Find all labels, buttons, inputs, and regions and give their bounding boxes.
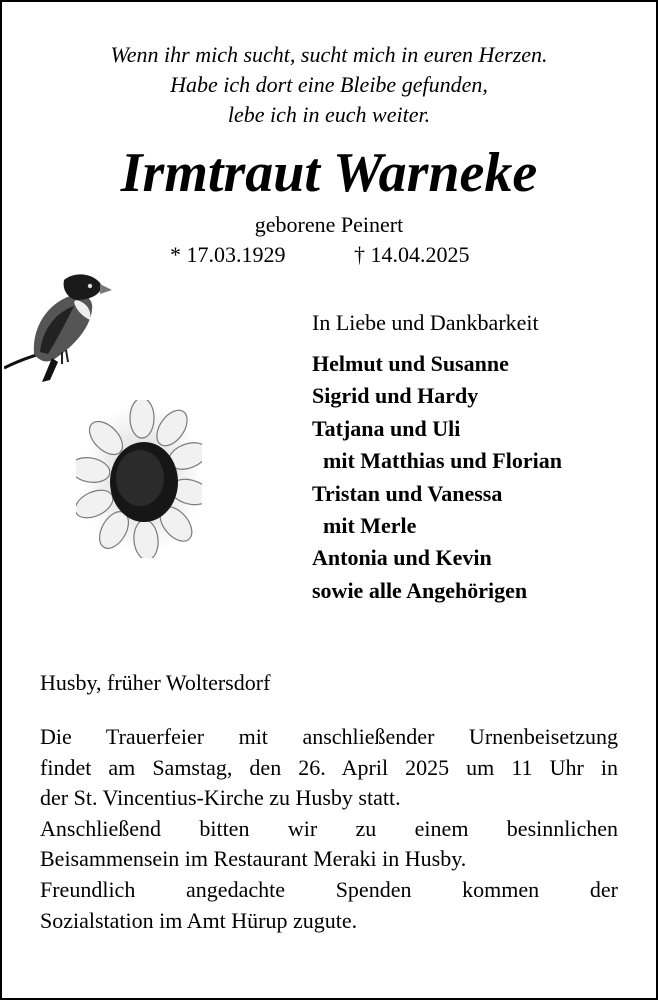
family-member: mit Matthias und Florian bbox=[312, 448, 562, 474]
thanks-line: In Liebe und Dankbarkeit bbox=[312, 310, 539, 335]
family-member: Sigrid und Hardy bbox=[312, 383, 479, 409]
details-line: Die Trauerfeier mit anschließender Urnenbeisetzung bbox=[40, 724, 618, 749]
family-member: Helmut und Susanne bbox=[312, 351, 509, 376]
sunflower-image bbox=[76, 400, 202, 558]
poem-line: lebe ich in euch weiter. bbox=[227, 102, 431, 127]
born-name: geborene Peinert bbox=[254, 212, 404, 237]
family-member: Tristan und Vanessa bbox=[312, 480, 503, 506]
family-member: mit Merle bbox=[312, 513, 417, 539]
poem bbox=[0, 40, 658, 130]
details-line: Anschließend bitten wir zu einem besinnlichen bbox=[40, 815, 618, 841]
birth-date: * 17.03.1929 bbox=[170, 242, 286, 267]
family-member: sowie alle Angehörigen bbox=[312, 577, 528, 603]
family-list bbox=[312, 348, 562, 607]
place-line: Husby, früher Woltersdorf bbox=[40, 670, 271, 695]
deceased-name: Irmtraut Warneke bbox=[120, 142, 538, 204]
funeral-details bbox=[40, 722, 618, 936]
details-line: findet am Samstag, den 26. April 2025 um 11 Uhr in bbox=[40, 754, 618, 780]
details-line: Sozialstation im Amt Hürup zugute. bbox=[40, 907, 358, 933]
bird-image bbox=[4, 266, 114, 386]
details-line: Beisammensein im Restaurant Meraki in Husby. bbox=[40, 846, 467, 872]
family-member: Tatjana und Uli bbox=[312, 415, 461, 441]
details-line: Freundlich angedachte Spenden kommen der bbox=[40, 876, 618, 902]
details-line: der St. Vincentius-Kirche zu Husby statt. bbox=[40, 785, 401, 811]
poem-line: Habe ich dort eine Bleibe gefunden, bbox=[170, 72, 488, 97]
family-member: Antonia und Kevin bbox=[312, 545, 492, 571]
poem-line: Wenn ihr mich sucht, sucht mich in euren Herzen. bbox=[110, 42, 548, 67]
death-date: † 14.04.2025 bbox=[354, 242, 470, 267]
